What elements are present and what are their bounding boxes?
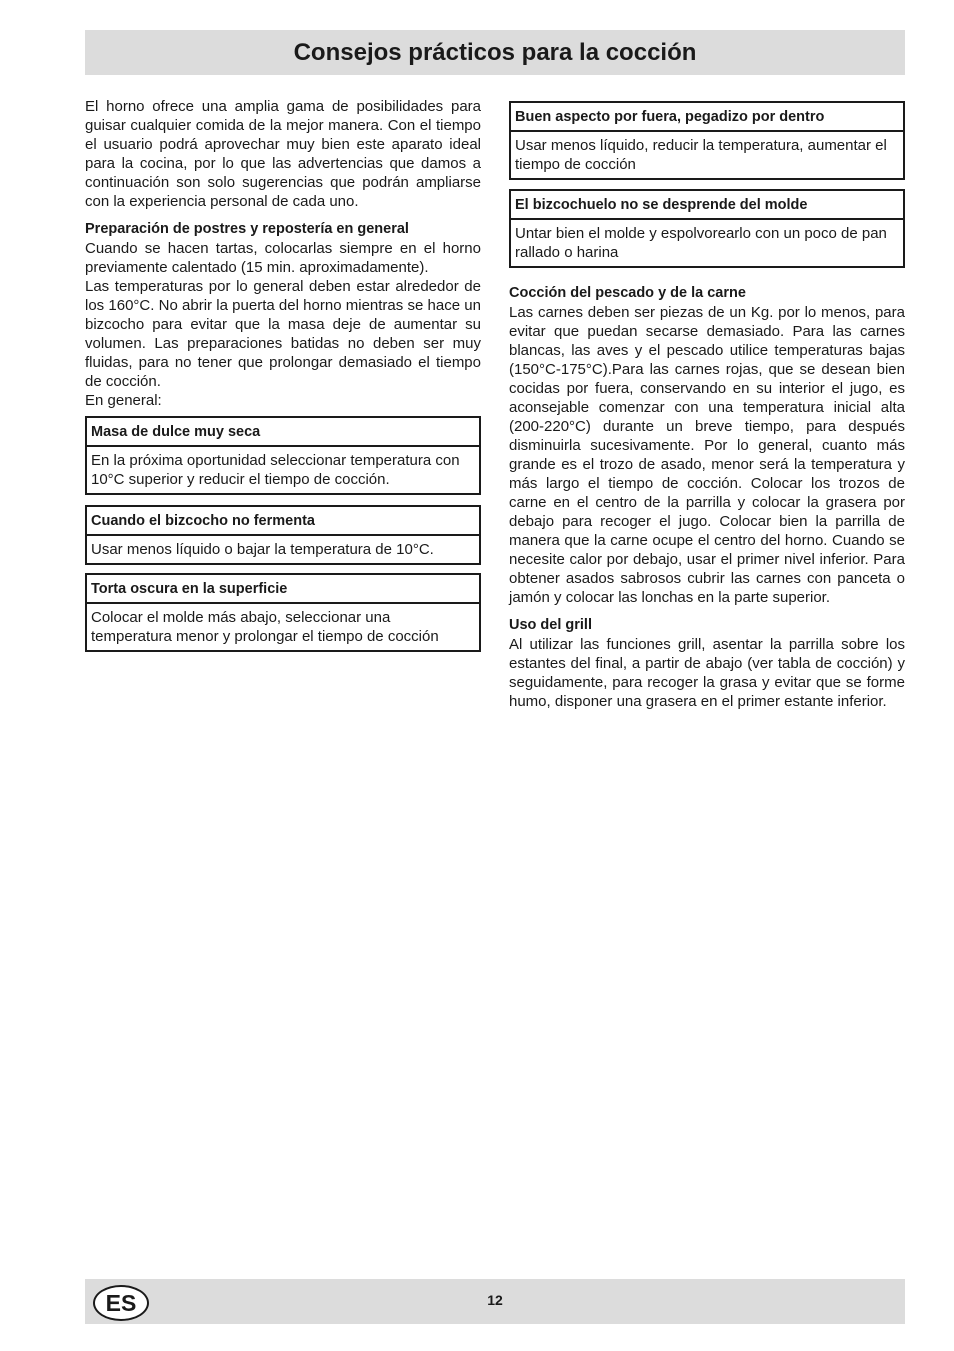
left-column bbox=[85, 97, 481, 652]
tip-box-heading: Torta oscura en la superficie bbox=[87, 575, 479, 604]
page-title: Consejos prácticos para la cocción bbox=[293, 38, 697, 66]
tip-box-mould-stuck bbox=[509, 189, 905, 268]
right-column bbox=[509, 101, 905, 711]
meat-heading: Cocción del pescado y de la carne bbox=[509, 285, 746, 301]
tip-box-heading: Cuando el bizcocho no fermenta bbox=[87, 507, 479, 536]
tip-box-dark-top bbox=[85, 573, 481, 652]
tip-box-text: Usar menos líquido o bajar la temperatura de 10°C. bbox=[91, 541, 434, 558]
page-number: 12 bbox=[487, 1292, 503, 1308]
tip-box-text: Colocar el molde más abajo, seleccionar una temperatura menor y prolongar el tiempo de cocción bbox=[91, 609, 439, 645]
desserts-paragraph-1: Cuando se hacen tartas, colocarlas siempre en el horno previamente calentado (15 min. aproximadamente). bbox=[85, 240, 481, 276]
grill-heading: Uso del grill bbox=[509, 617, 592, 633]
desserts-heading: Preparación de postres y repostería en general bbox=[85, 221, 409, 237]
tip-box-text: Usar menos líquido, reducir la temperatura, aumentar el tiempo de cocción bbox=[515, 137, 887, 173]
tip-box-heading: Masa de dulce muy seca bbox=[87, 418, 479, 447]
tip-box-no-rise bbox=[85, 505, 481, 565]
tip-box-heading: El bizcochuelo no se desprende del molde bbox=[511, 191, 903, 220]
tip-box-dry-dough bbox=[85, 416, 481, 495]
page-footer bbox=[85, 1279, 905, 1324]
meat-paragraph: Las carnes deben ser piezas de un Kg. por lo menos, para evitar que puedan secarse demasiado. Para las carnes blancas, las aves y el pescado utilice temperaturas bajas (150°C-175°C).Para las carnes rojas, que se desean bien cocidas por fuera, conservando en su interior el jugo, es aconsejable comenzar con una temperatura inicial alta (200-220°C) durante un breve tiempo, para después disminuirla sucesivamente. Por lo general, cuanto más grande es el trozo de asado, menor será la temperatura y más largo el tiempo de cocción. Colocar los trozos de carne en el centro de la parrilla y colocar la grasera por debajo para recoger el jugo. Colocar bien la parrilla de manera que la carne ocupe el centro del horno. Cuando se necesite calor por debajo, usar el primer nivel inferior. Para obtener asados sabrosos cubrir las carnes con panceta o jamón y colocar las lonchas en la parte superior. bbox=[509, 304, 905, 606]
tip-box-text: En la próxima oportunidad seleccionar temperatura con 10°C superior y reducir el tiempo de cocción. bbox=[91, 452, 460, 488]
tip-box-text: Untar bien el molde y espolvorearlo con un poco de pan rallado o harina bbox=[515, 225, 887, 261]
page-title-bar bbox=[85, 30, 905, 75]
desserts-paragraph-3: En general: bbox=[85, 392, 162, 409]
intro-paragraph: El horno ofrece una amplia gama de posibilidades para guisar cualquier comida de la mejor manera. Con el tiempo el usuario podrá aprovechar muy bien este aparato ideal para la cocina, por lo que las advertencias que damos a continuación son solo sugerencias que podrán ampliarse con la experiencia personal de cada uno. bbox=[85, 98, 481, 210]
tip-box-heading: Buen aspecto por fuera, pegadizo por dentro bbox=[511, 103, 903, 132]
desserts-paragraph-2: Las temperaturas por lo general deben estar alrededor de los 160°C. No abrir la puerta del horno mientras se hace un bizcocho para evitar que la masa deje de aumentar su volumen. Las preparaciones batidas no deben ser muy fluidas, para no tener que prolongar demasiado el tiempo de cocción. bbox=[85, 278, 481, 390]
grill-paragraph: Al utilizar las funciones grill, asentar la parrilla sobre los estantes del final, a partir de abajo (ver tabla de cocción) y seguidamente, para recoger la grasa y evitar que se forme humo, disponer una grasera en el primer estante inferior. bbox=[509, 636, 905, 710]
tip-box-sticky-inside bbox=[509, 101, 905, 180]
language-badge: ES bbox=[93, 1285, 149, 1321]
